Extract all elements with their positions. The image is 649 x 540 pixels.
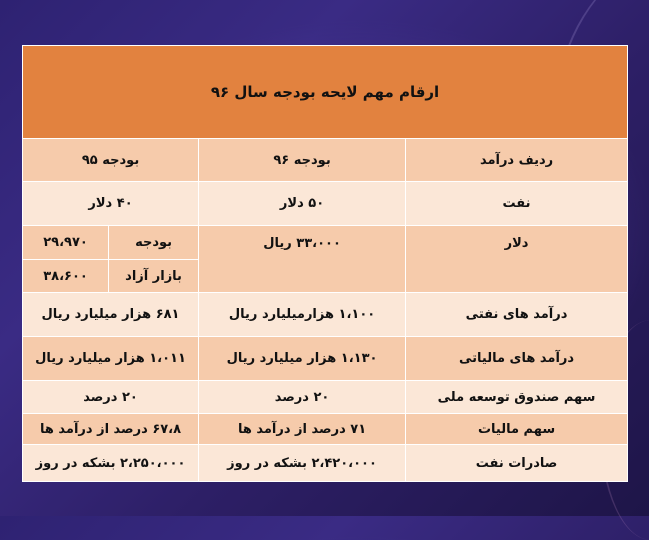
tax-revenue-label: درآمد های مالیاتی (406, 337, 628, 381)
table-row (23, 445, 628, 482)
oil-budget95: ۴۰ دلار (23, 182, 199, 226)
table-row (23, 139, 628, 182)
oil-revenue-budget96: ۱،۱۰۰ هزارمیلیارد ریال (199, 293, 406, 337)
header-budget96: بودجه ۹۶ (199, 139, 406, 182)
dollar-budget96: ۳۳،۰۰۰ ریال (199, 226, 406, 293)
budget-table (22, 45, 628, 482)
tax-revenue-budget95: ۱،۰۱۱ هزار میلیارد ریال (23, 337, 199, 381)
table-row (23, 381, 628, 414)
oil-export-label: صادرات نفت (406, 445, 628, 482)
ndf-share-budget96: ۲۰ درصد (199, 381, 406, 414)
tax-share-budget96: ۷۱ درصد از درآمد ها (199, 414, 406, 445)
dollar-sub2-value: ۳۸،۶۰۰ (23, 260, 109, 293)
ndf-share-budget95: ۲۰ درصد (23, 381, 199, 414)
header-row-label: ردیف درآمد (406, 139, 628, 182)
header-budget95: بودجه ۹۵ (23, 139, 199, 182)
table-row (23, 182, 628, 226)
tax-share-label: سهم مالیات (406, 414, 628, 445)
tax-revenue-budget96: ۱،۱۳۰ هزار میلیارد ریال (199, 337, 406, 381)
oil-label: نفت (406, 182, 628, 226)
table-row (23, 337, 628, 381)
table-row (23, 293, 628, 337)
dollar-sub1-label: بودجه (109, 226, 199, 260)
oil-export-budget96: ۲،۴۲۰،۰۰۰ بشکه در روز (199, 445, 406, 482)
table-row (23, 414, 628, 445)
oil-revenue-label: درآمد های نفتی (406, 293, 628, 337)
dollar-sub1-value: ۲۹،۹۷۰ (23, 226, 109, 260)
tax-share-budget95: ۶۷،۸ درصد از درآمد ها (23, 414, 199, 445)
oil-export-budget95: ۲،۲۵۰،۰۰۰ بشکه در روز (23, 445, 199, 482)
dollar-label: دلار (406, 226, 628, 293)
oil-budget96: ۵۰ دلار (199, 182, 406, 226)
oil-revenue-budget95: ۶۸۱ هزار میلیارد ریال (23, 293, 199, 337)
table-row (23, 226, 628, 260)
dollar-sub2-label: بازار آزاد (109, 260, 199, 293)
ndf-share-label: سهم صندوق توسعه ملی (406, 381, 628, 414)
table-title: ارقام مهم لایحه بودجه سال ۹۶ (23, 46, 628, 139)
